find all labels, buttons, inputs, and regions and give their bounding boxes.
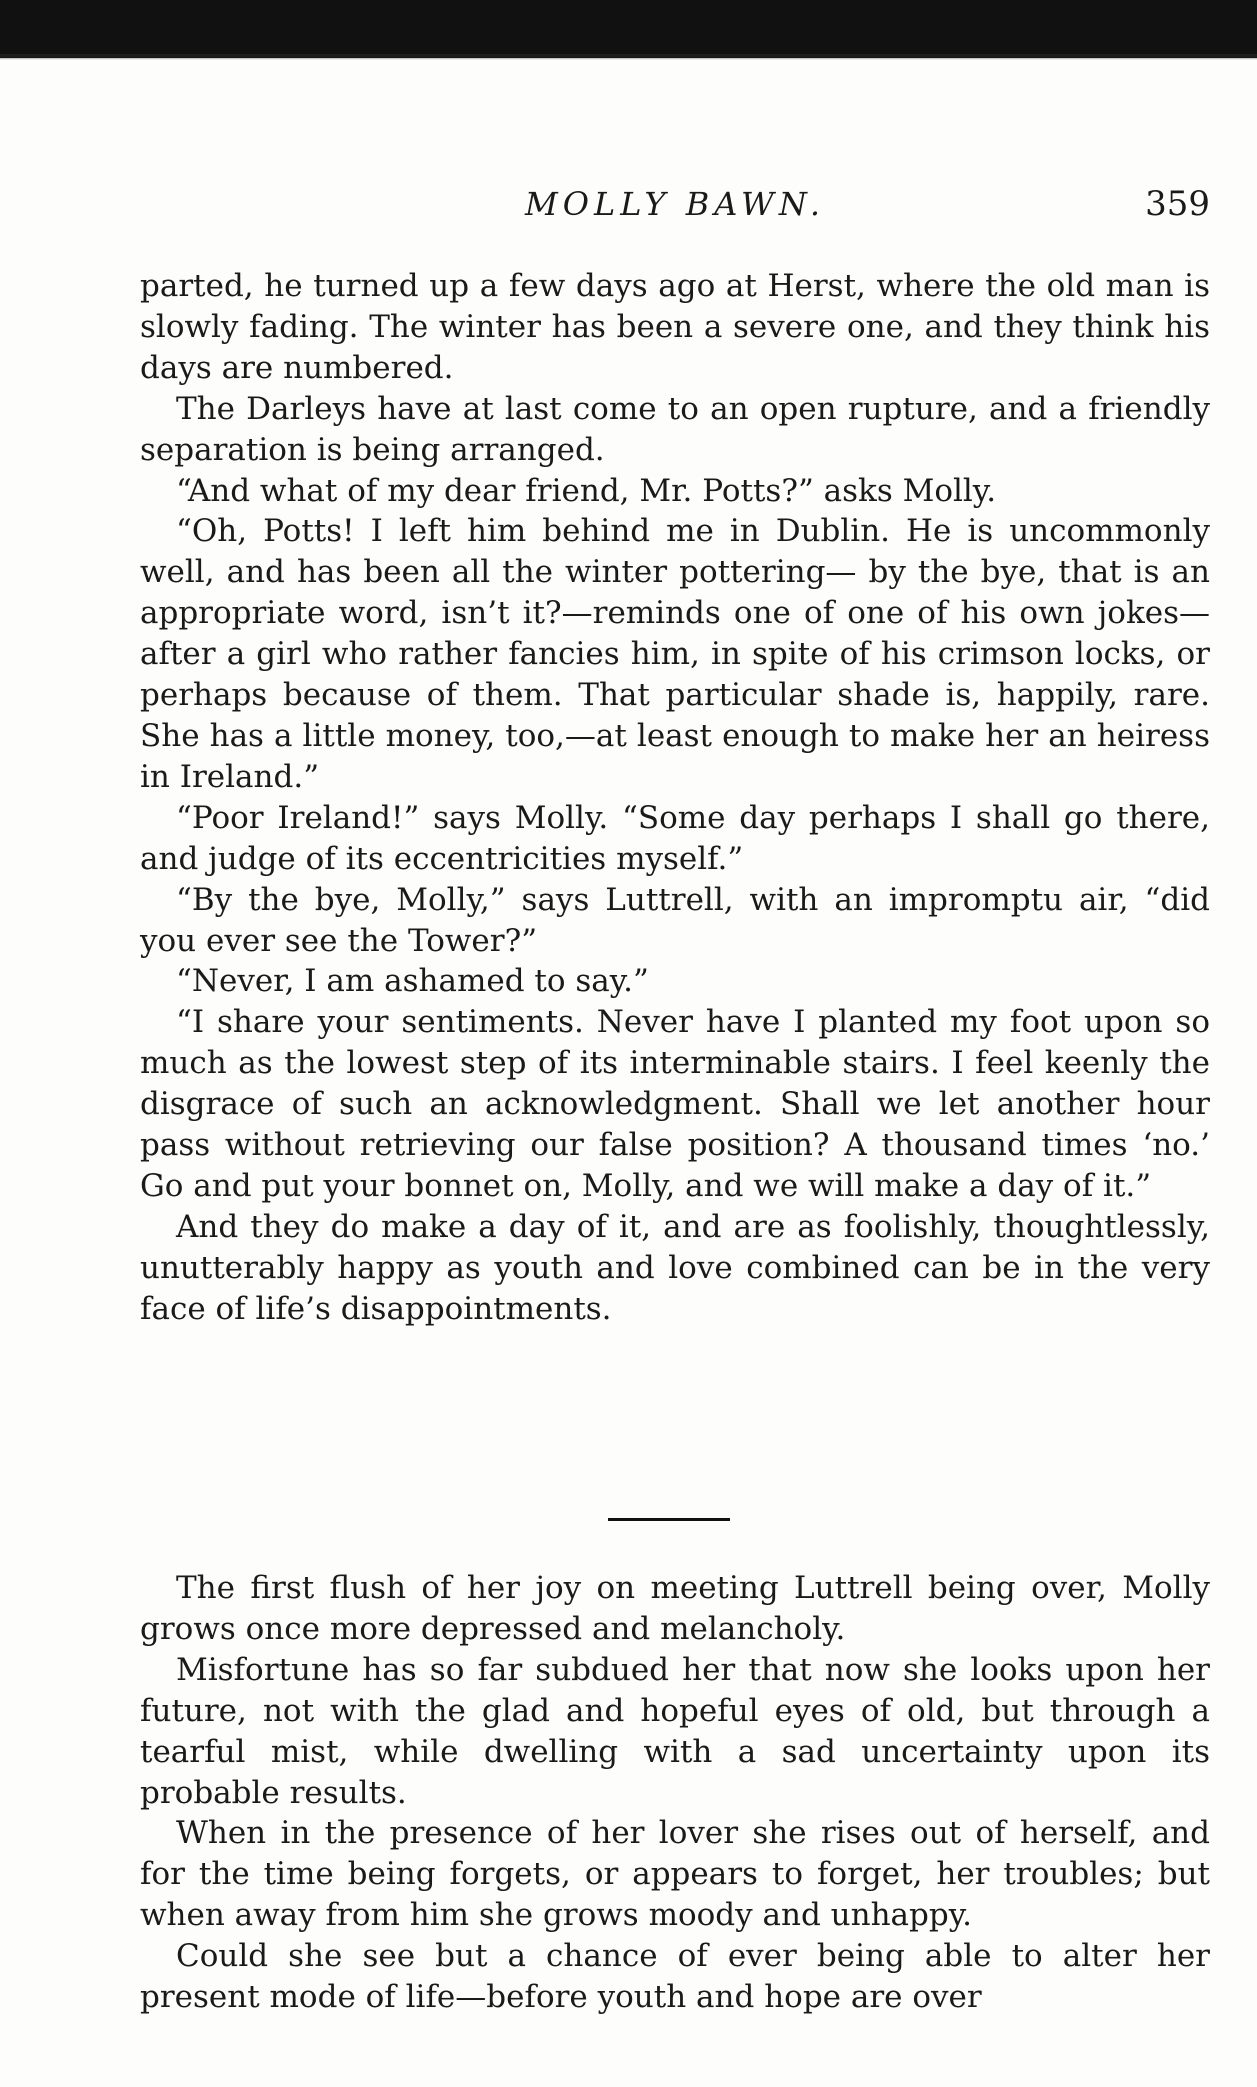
paragraph: When in the presence of her lover she rises out of herself, and for the time being forgets, or appears to forget, her troubles; but when away from him she grows moody and unhappy. [140,1815,1210,1934]
paragraph: Misfortune has so far subdued her that now she looks upon her future, not with the glad and hopeful eyes of old, but through a tearful mist, while dwelling with a sad uncertainty upon its probable results. [140,1651,1210,1811]
paragraph: Could she see but a chance of ever being able to alter her present mode of life—before youth and hope are over [140,1938,1210,2016]
page-top-border-edge [0,54,1257,60]
paragraph: The Darleys have at last come to an open rupture, and a friendly separation is being arranged. [140,390,1210,468]
running-title: MOLLY BAWN. [524,185,826,223]
paragraph: parted, he turned up a few days ago at Herst, where the old man is slowly fading. The winter has been a severe one, and they think his days are numbered. [140,268,1210,386]
section-break-rule [608,1518,730,1521]
paragraph: “I share your sentiments. Never have I planted my foot upon so much as the lowest step of its interminable stairs. I feel keenly the disgrace of such an acknowledgment. Shall we let another hour pass without retrieving our false position? A thousand times ‘no.’ Go and put your bonnet on, Molly, and we will make a day of it.” [140,1004,1210,1204]
text-block-after-break [140,1568,1210,2018]
text-block-before-break [140,266,1210,1330]
paragraph: The first flush of her joy on meeting Luttrell being over, Molly grows once more depressed and melancholy. [140,1570,1210,1647]
paragraph: “Never, I am ashamed to say.” [176,963,649,1000]
page-top-border [0,0,1257,58]
paragraph: “Poor Ireland!” says Molly. “Some day perhaps I shall go there, and judge of its eccentricities myself.” [140,799,1210,877]
paragraph: “By the bye, Molly,” says Luttrell, with an impromptu air, “did you ever see the Tower?” [140,881,1210,959]
running-header [140,180,1210,240]
paragraph: And they do make a day of it, and are as foolishly, thoughtlessly, unutterably happy as youth and love combined can be in the very face of life’s disappointments. [140,1208,1210,1327]
paragraph: “And what of my dear friend, Mr. Potts?” asks Molly. [176,472,997,509]
page-number: 359 [1145,184,1210,224]
paragraph: “Oh, Potts! I left him behind me in Dublin. He is uncommonly well, and has been all the winter pottering— by the bye, that is an appropriate word, isn’t it?—reminds one of one of his own jokes—after a girl who rather fancies him, in spite of his crimson locks, or perhaps because of them. That particular shade is, happily, rare. She has a little money, too,—at least enough to make her an heiress in Ireland.” [140,513,1210,795]
